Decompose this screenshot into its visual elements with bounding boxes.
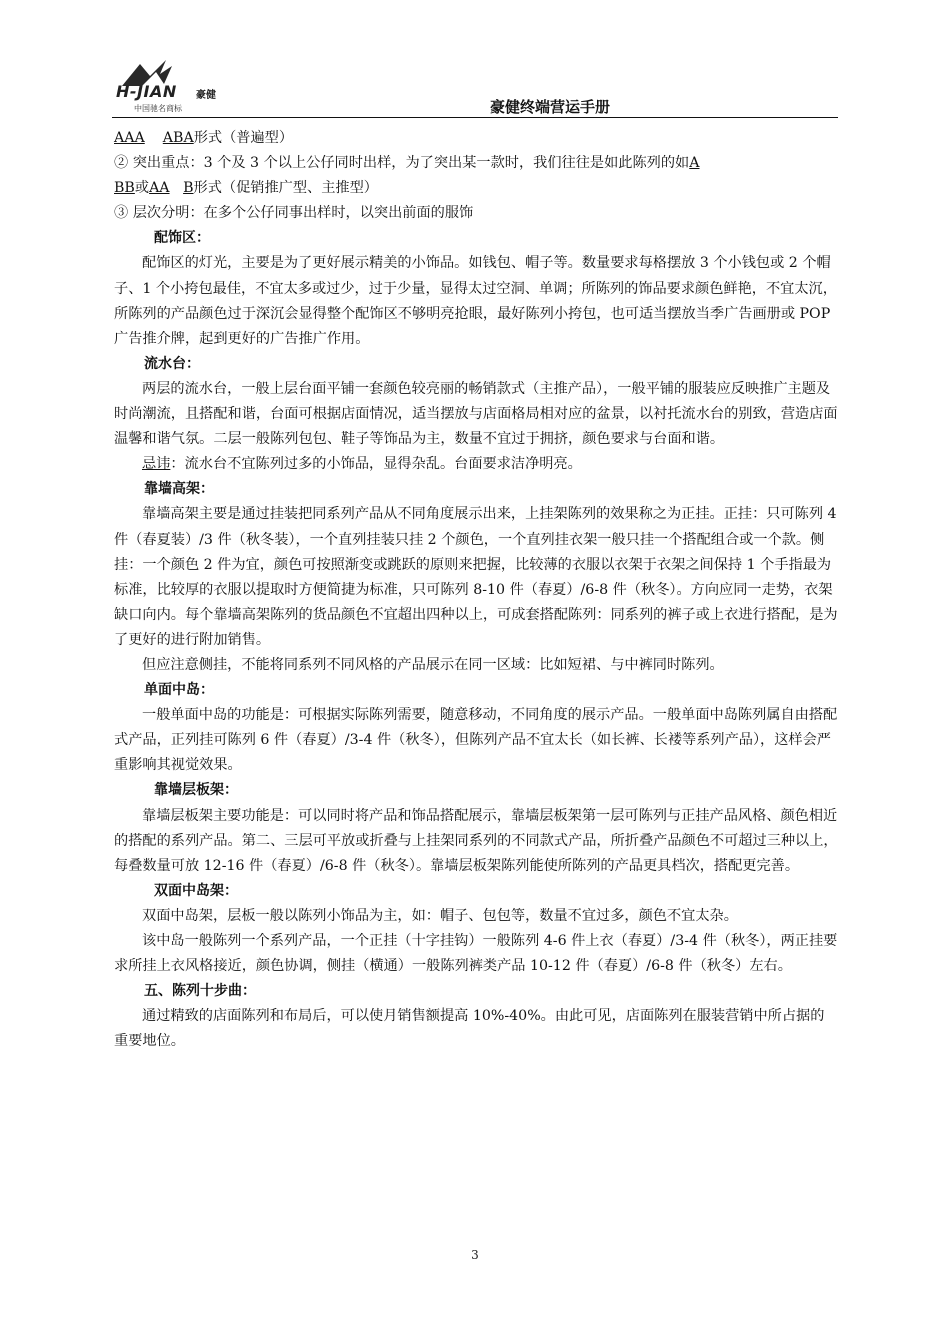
logo-tagline: 中国驰名商标: [134, 104, 182, 113]
document-title: 豪健终端营运手册: [489, 98, 610, 116]
logo-chinese: 豪健: [196, 90, 216, 101]
section-heading: 靠墙高架：: [144, 481, 214, 498]
body-text: 形式（促销推广型、主推型）: [193, 180, 378, 197]
paragraph: 双面中岛架，层板一般以陈列小饰品为主，如：帽子、包包等，数量不宜过多，颜色不宜太杂。: [142, 907, 738, 924]
paragraph: [114, 452, 838, 477]
header-divider: [112, 117, 838, 118]
page-number: 3: [471, 1248, 479, 1262]
section-heading: 配饰区：: [154, 230, 210, 247]
paragraph-line: [114, 126, 838, 151]
body-text: 或: [134, 180, 150, 197]
body-text: ：流水台不宜陈列过多的小饰品，显得杂乱。台面要求洁净明亮。: [170, 456, 582, 473]
page-header: [112, 58, 838, 118]
pattern-text: B: [183, 180, 194, 197]
paragraph-line: ③ 层次分明：在多个公仔同事出样时，以突出前面的服饰: [114, 205, 474, 222]
pattern-text: AA: [149, 180, 170, 197]
brand-logo: [112, 58, 262, 118]
section-heading: 双面中岛架：: [154, 882, 238, 899]
pattern-text: AAA: [114, 130, 145, 146]
paragraph: 但应注意侧挂，不能将同系列不同风格的产品展示在同一区域：比如短裙、与中裤同时陈列。: [142, 656, 724, 673]
body-text: ② 突出重点：3 个及 3 个以上公仔同时出样，为了突出某一款时，我们往往是如此陈列的如: [114, 155, 690, 172]
paragraph: 靠墙层板架主要功能是：可以同时将产品和饰品搭配展示，靠墙层板架第一层可陈列与正挂产品风格、颜色相近的搭配的系列产品。第二、三层可平放或折叠与上挂架同系列的不同款式产品，所折叠产品颜色不可超过三种以上，每叠数量可放 12-16 件（春夏）/6-8 件（秋冬）。靠墙层板架陈列能使所陈列的产品更具档次，搭配更完善。: [114, 807, 838, 874]
note-label: 忌讳: [142, 456, 171, 473]
section-heading: 靠墙层板架：: [154, 782, 238, 799]
paragraph-line: [114, 151, 838, 176]
body-text: 形式（普遍型）: [193, 130, 294, 146]
paragraph: 一般单面中岛的功能是：可根据实际陈列需要，随意移动，不同角度的展示产品。一般单面中岛陈列属自由搭配式产品，正列挂可陈列 6 件（春夏）/3-4 件（秋冬），但陈列产品不宜太长（如长裤、长褛等系列产品），这样会严重影响其视觉效果。: [114, 707, 838, 774]
pattern-text: BB: [114, 180, 135, 197]
section-heading: 流水台：: [144, 355, 200, 372]
logo-wordmark: H-JIAN: [116, 82, 177, 101]
section-heading: 五、陈列十步曲：: [144, 983, 256, 1000]
document-body: [114, 126, 838, 1054]
section-heading: 单面中岛：: [144, 682, 214, 699]
paragraph: 通过精致的店面陈列和布局后，可以使月销售额提高 10%-40%。由此可见，店面陈列在服装营销中所占据的重要地位。: [114, 1008, 825, 1050]
paragraph: 靠墙高架主要是通过挂装把同系列产品从不同角度展示出来，上挂架陈列的效果称之为正挂。正挂：只可陈列 4 件（春夏装）/3 件（秋冬装），一个直列挂装只挂 2 个颜色，一个直列挂衣架一般只挂一个搭配组合或一个款。侧挂：一个颜色 2 件为宜，颜色可按照渐变或跳跃的原则来把握，比较薄的衣服以衣架于衣架之间保持 1 个手指最为标准，比较厚的衣服以提取时方便简捷为标准，只可陈列 8-10 件（春夏）/6-8 件（秋冬）。方向应同一走势，衣架缺口向内。每个靠墙高架陈列的货品颜色不宜超出四种以上，可成套搭配陈列：同系列的裤子或上衣进行搭配，是为了更好的进行附加销售。: [114, 506, 838, 648]
pattern-text: ABA: [162, 130, 194, 146]
paragraph-line: [114, 176, 838, 201]
pattern-text: A: [689, 155, 700, 172]
paragraph: 配饰区的灯光，主要是为了更好展示精美的小饰品。如钱包、帽子等。数量要求每格摆放 3 个小钱包或 2 个帽子、1 个小挎包最佳，不宜太多或过少，过于少量，显得太过空洞、单调；所陈列的饰品要求颜色鲜艳，不宜太沉，所陈列的产品颜色过于深沉会显得整个配饰区不够明亮抢眼，最好陈列小挎包，也可适当摆放当季广告画册或 POP 广告推介牌，起到更好的广告推广作用。: [114, 255, 837, 347]
paragraph: 两层的流水台，一般上层台面平铺一套颜色较亮丽的畅销款式（主推产品），一般平铺的服装应反映推广主题及时尚潮流，且搭配和谐，台面可根据店面情况，适当摆放与店面格局相对应的盆景，以衬托流水台的别致，营造店面温馨和谐气氛。二层一般陈列包包、鞋子等饰品为主，数量不宜过于拥挤，颜色要求与台面和谐。: [114, 380, 838, 448]
paragraph: 该中岛一般陈列一个系列产品，一个正挂（十字挂钩）一般陈列 4-6 件上衣（春夏）/3-4 件（秋冬），两正挂要求所挂上衣风格接近，颜色协调，侧挂（横通）一般陈列裤类产品 10-12 件（春夏）/6-8 件（秋冬）左右。: [114, 933, 838, 975]
